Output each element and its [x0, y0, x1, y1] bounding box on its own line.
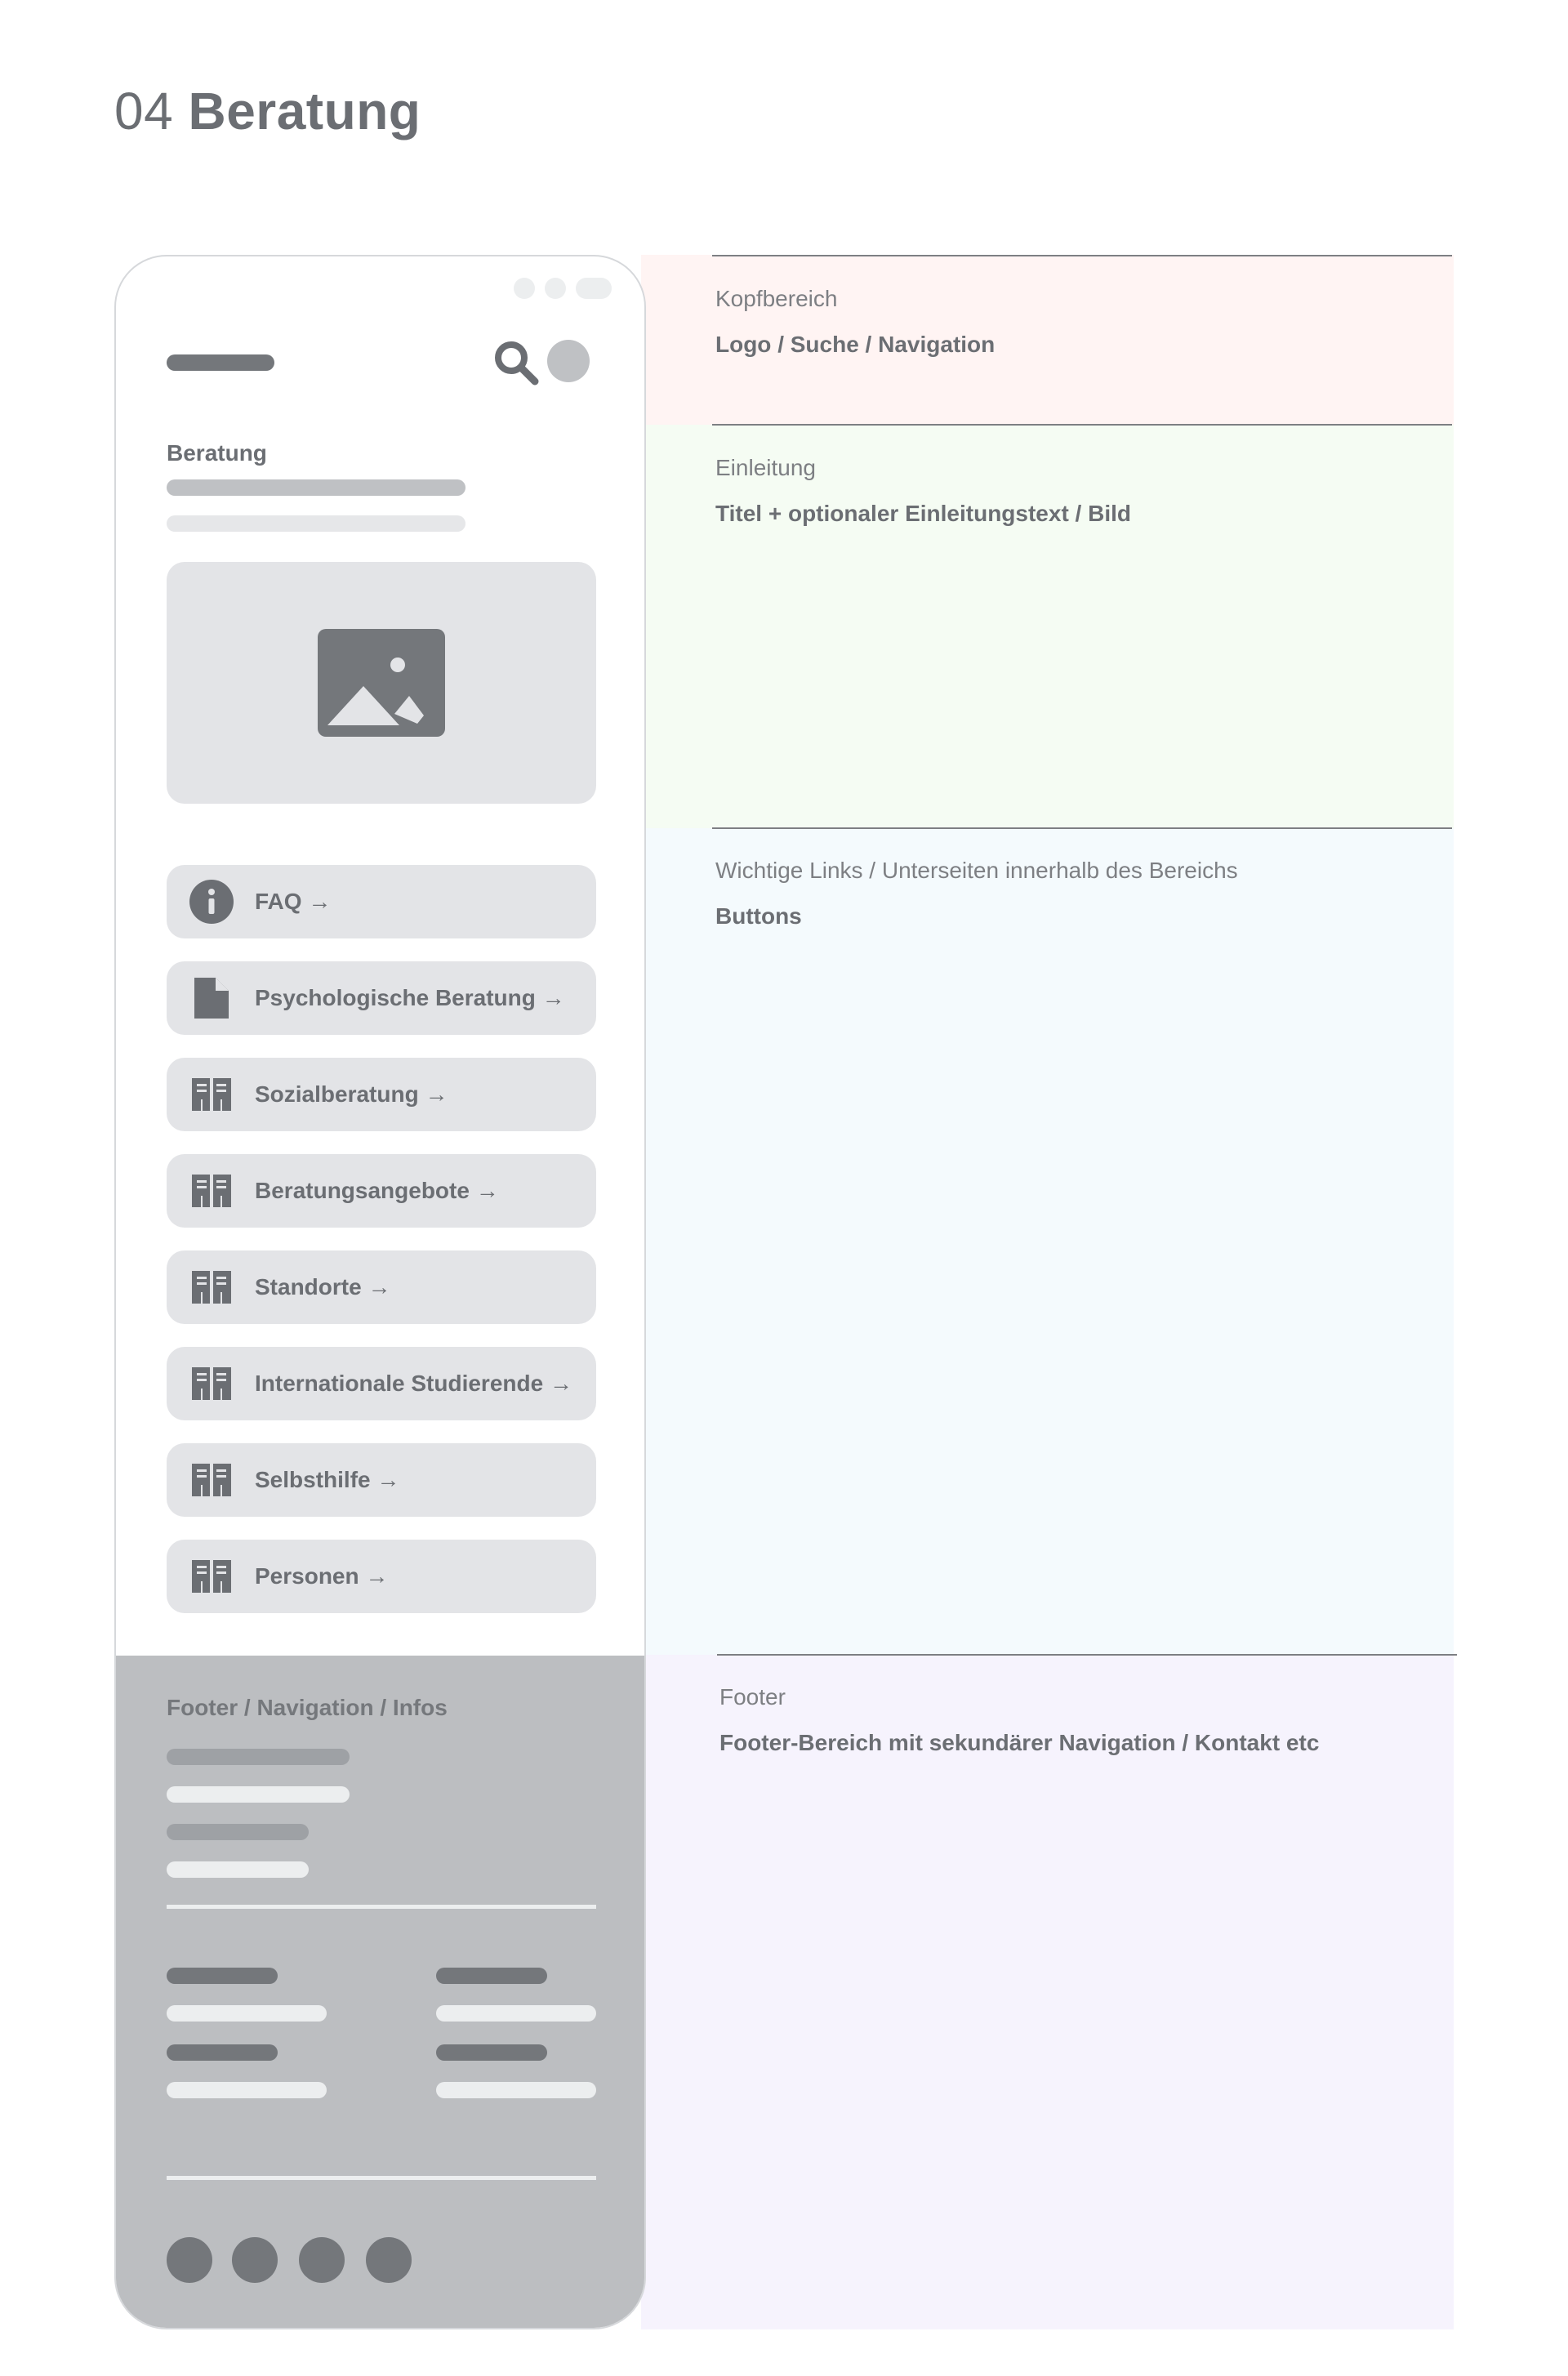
footer-column-heading	[436, 1968, 547, 1984]
link-button-label: Personen →	[255, 1563, 389, 1589]
footer-link[interactable]	[436, 2082, 596, 2098]
footer-divider	[167, 1905, 596, 1909]
links-band	[641, 828, 1454, 1655]
link-button-standorte[interactable]	[167, 1250, 596, 1324]
header-band-divider	[712, 255, 1452, 256]
footer-link[interactable]	[167, 1786, 350, 1803]
link-button-label: FAQ →	[255, 889, 332, 914]
link-button-label: Sozialberatung →	[255, 1081, 448, 1107]
intro-band	[641, 425, 1454, 828]
book-icon	[189, 1072, 234, 1117]
book-icon	[189, 1554, 234, 1598]
footer-link[interactable]	[167, 2082, 327, 2098]
footer-divider	[167, 2176, 596, 2180]
book-icon	[189, 1265, 234, 1309]
link-button-personen[interactable]	[167, 1540, 596, 1613]
social-icon[interactable]	[366, 2237, 412, 2283]
footer-link[interactable]	[167, 2005, 327, 2022]
footer-link[interactable]	[167, 1861, 309, 1878]
intro-text-line	[167, 479, 466, 496]
footer-band-label: Footer	[719, 1684, 786, 1710]
window-controls	[514, 278, 612, 299]
link-button-label: Internationale Studierende →	[255, 1371, 572, 1396]
page-title	[114, 82, 421, 140]
links-band-desc: Buttons	[715, 903, 802, 929]
footer-link[interactable]	[436, 2005, 596, 2022]
link-button-label: Selbsthilfe →	[255, 1467, 400, 1492]
logo-bar[interactable]	[167, 354, 274, 371]
social-icon[interactable]	[232, 2237, 278, 2283]
avatar-icon[interactable]	[547, 340, 590, 382]
phone-footer	[116, 1656, 646, 2329]
link-button-faq[interactable]	[167, 865, 596, 938]
link-button-label: Standorte →	[255, 1274, 391, 1299]
phone-mockup	[114, 255, 646, 2329]
link-button-label: Beratungsangebote →	[255, 1178, 499, 1203]
search-icon[interactable]	[492, 338, 541, 387]
info-icon	[189, 880, 234, 924]
social-icon[interactable]	[299, 2237, 345, 2283]
footer-band-desc: Footer-Bereich mit sekundärer Navigation / Kontakt etc	[719, 1730, 1320, 1755]
footer-column-heading	[167, 1968, 278, 1984]
intro-title: Beratung	[167, 440, 267, 466]
window-dot	[545, 278, 566, 299]
document-icon	[189, 976, 234, 1020]
page-number: 04	[114, 82, 174, 140]
window-pill	[576, 278, 612, 299]
links-band-label: Wichtige Links / Unterseiten innerhalb des Bereichs	[715, 858, 1238, 883]
footer-link[interactable]	[167, 1824, 309, 1840]
page-name: Beratung	[188, 82, 421, 140]
header-band-label: Kopfbereich	[715, 286, 838, 311]
link-button-selbsthilfe[interactable]	[167, 1443, 596, 1517]
link-button-label: Psychologische Beratung →	[255, 985, 565, 1010]
intro-band-desc: Titel + optionaler Einleitungstext / Bild	[715, 501, 1131, 526]
header-band-desc: Logo / Suche / Navigation	[715, 332, 996, 357]
footer-column-heading	[436, 2044, 547, 2061]
hero-image	[167, 562, 596, 804]
book-icon	[189, 1458, 234, 1502]
footer-link[interactable]	[167, 1749, 350, 1765]
footer-column-heading	[167, 2044, 278, 2061]
link-button-beratungsangebote[interactable]	[167, 1154, 596, 1228]
footer-band-divider	[717, 1654, 1457, 1656]
link-button-sozialberatung[interactable]	[167, 1058, 596, 1131]
book-icon	[189, 1362, 234, 1406]
link-button-internationale-studierende[interactable]	[167, 1347, 596, 1420]
link-button-psychologische-beratung[interactable]	[167, 961, 596, 1035]
intro-text-line	[167, 515, 466, 532]
intro-band-label: Einleitung	[715, 455, 816, 480]
image-icon	[318, 629, 445, 737]
links-band-divider	[712, 827, 1452, 829]
footer-title: Footer / Navigation / Infos	[167, 1695, 448, 1720]
book-icon	[189, 1169, 234, 1213]
social-icon[interactable]	[167, 2237, 212, 2283]
window-dot	[514, 278, 535, 299]
intro-band-divider	[712, 424, 1452, 426]
